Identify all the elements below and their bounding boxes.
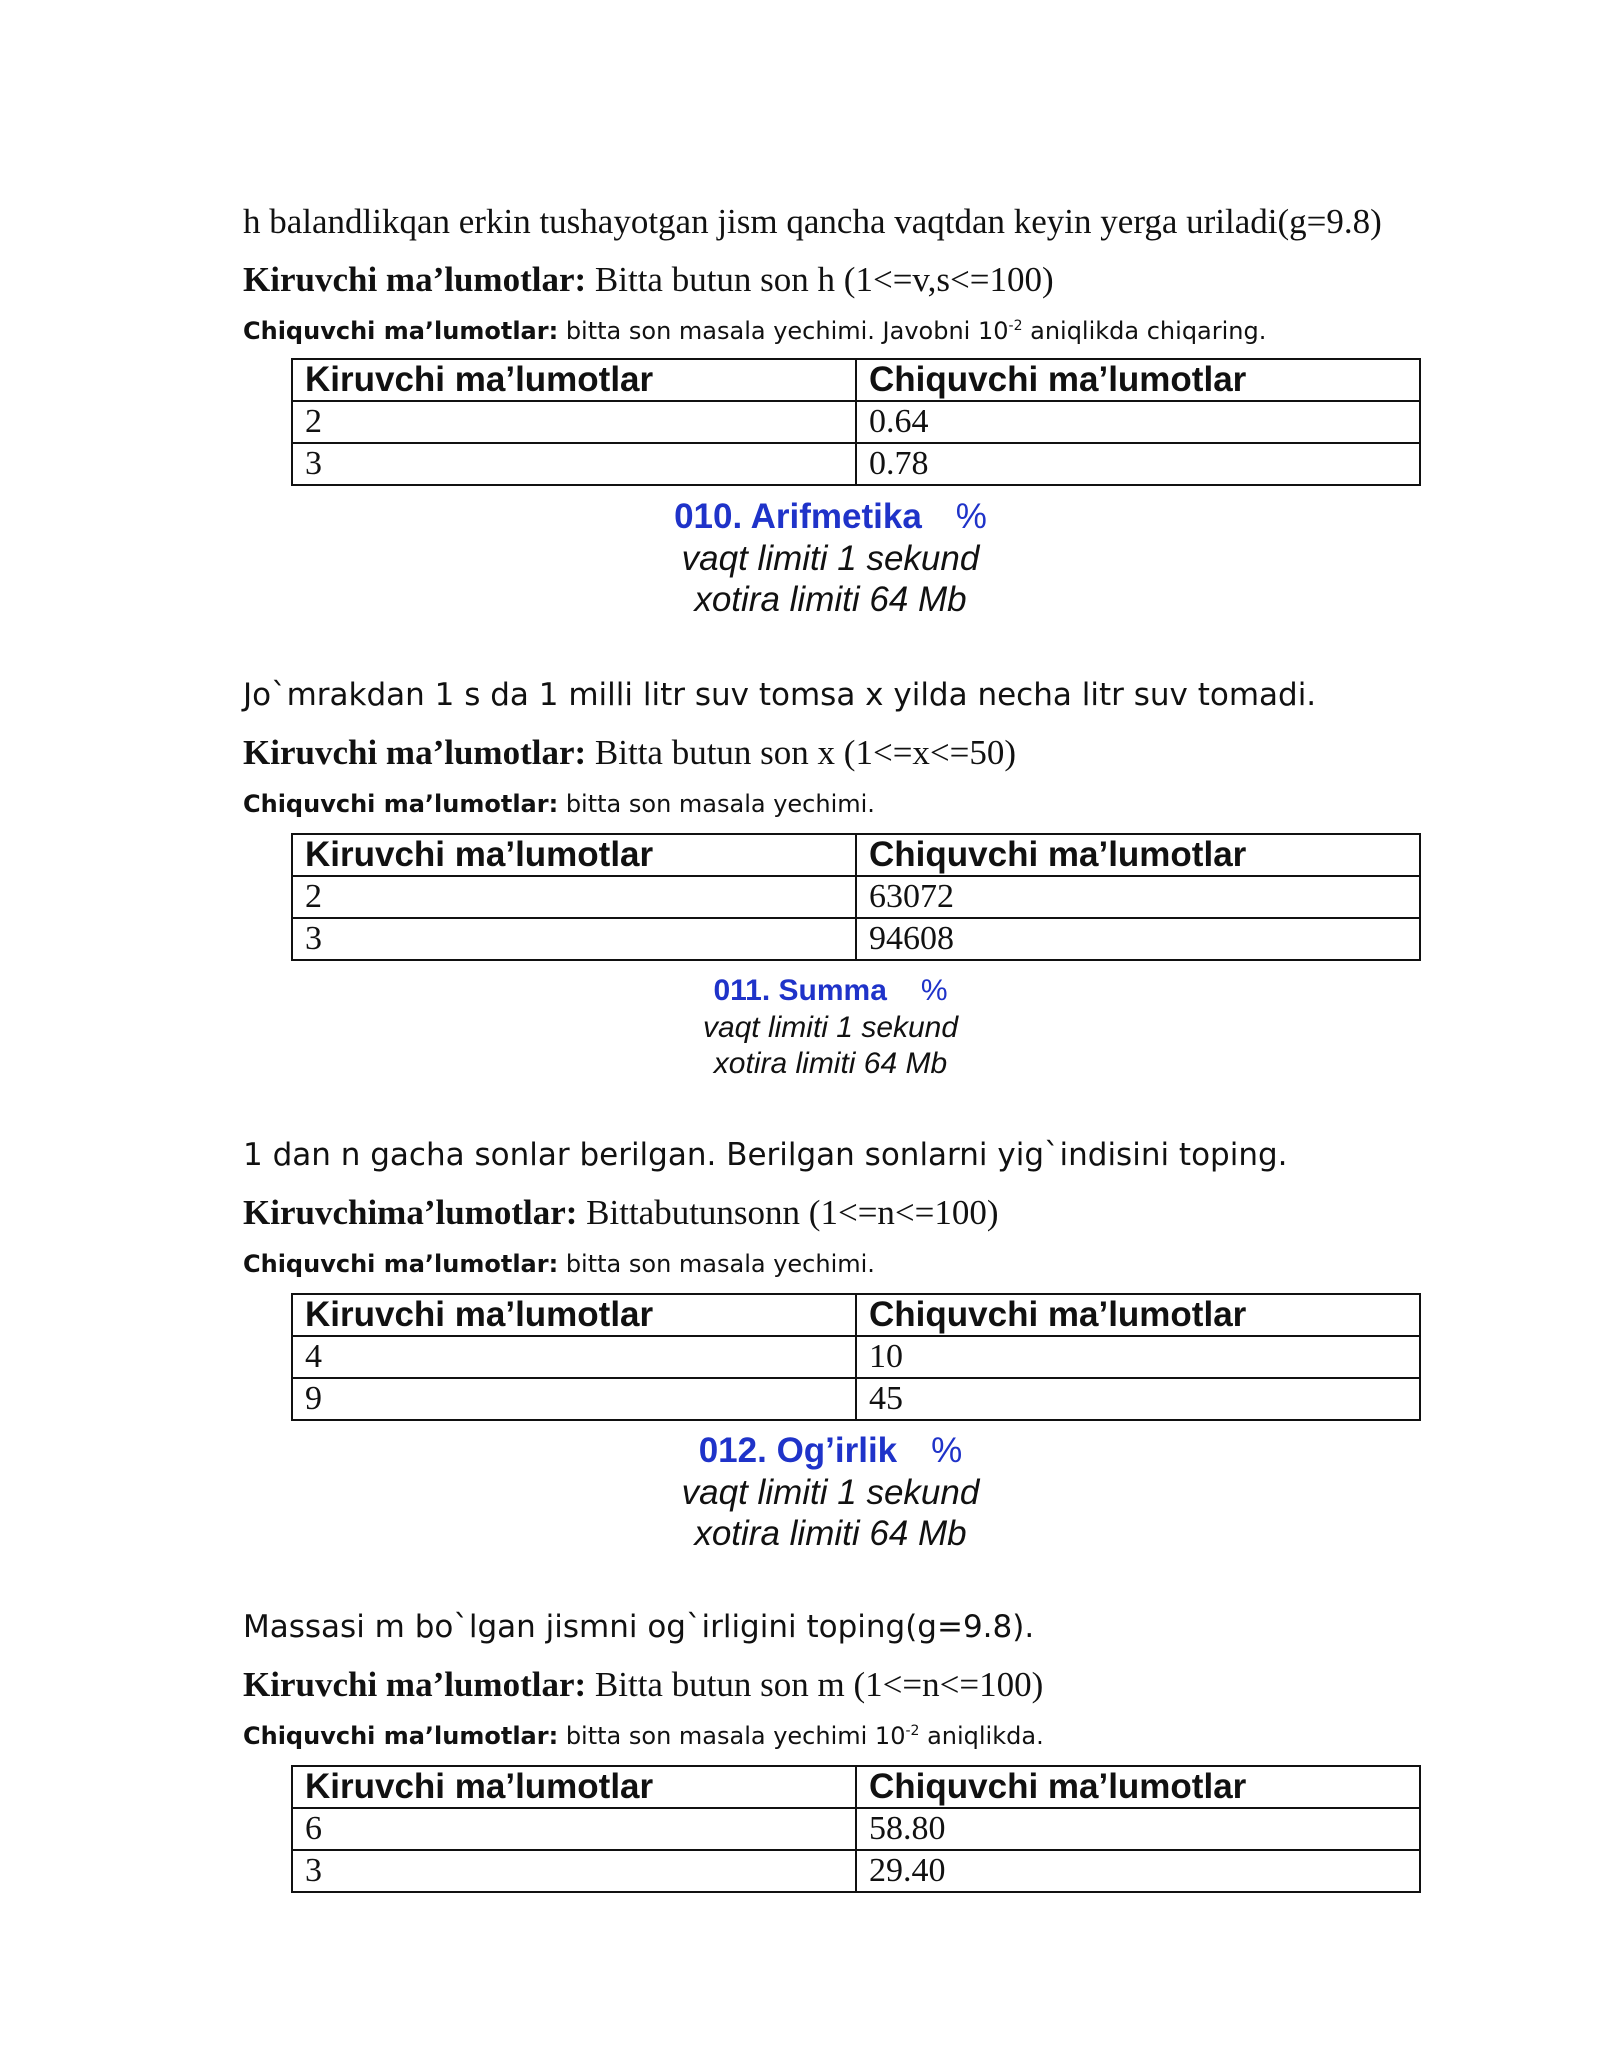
- table-header-input: Kiruvchi ma’lumotlar: [292, 1294, 856, 1336]
- time-limit: vaqt limiti 1 sekund: [702, 1011, 959, 1044]
- problem-statement: Jo`mrakdan 1 s da 1 milli litr suv tomsa x yilda necha litr suv tomadi.: [243, 677, 1317, 713]
- table-cell: 9: [292, 1378, 856, 1420]
- problem-section-2: [243, 673, 1418, 957]
- table-row: [292, 1336, 1420, 1378]
- percent-icon: %: [920, 974, 948, 1007]
- input-text: Bittabutunsonn (1<=n<=100): [577, 1193, 999, 1232]
- memory-limit: xotira limiti 64 Mb: [713, 1047, 948, 1080]
- table-header-row: [292, 834, 1420, 876]
- table-row: [292, 1808, 1420, 1850]
- output-spec: [243, 789, 1418, 819]
- output-text: bitta son masala yechimi 10: [558, 1722, 906, 1750]
- time-limit: vaqt limiti 1 sekund: [681, 1473, 980, 1512]
- output-spec: [243, 1721, 1418, 1751]
- problem-title: [243, 1430, 1418, 1472]
- table-cell: 58.80: [856, 1808, 1420, 1850]
- table-header-output: Chiquvchi ma’lumotlar: [856, 359, 1420, 401]
- table-cell: 94608: [856, 918, 1420, 960]
- problem-title: [243, 496, 1418, 538]
- table-cell: 6: [292, 1808, 856, 1850]
- problem-title: [243, 972, 1418, 1010]
- table-cell: 3: [292, 1850, 856, 1892]
- problem-header-012: [243, 1430, 1418, 1554]
- example-table: [291, 358, 1421, 486]
- input-label: Kiruvchi ma’lumotlar:: [243, 1665, 587, 1704]
- input-spec: [243, 731, 1418, 775]
- table-cell: 10: [856, 1336, 1420, 1378]
- table-row: [292, 876, 1420, 918]
- example-table: [291, 1293, 1421, 1421]
- table-cell: 63072: [856, 876, 1420, 918]
- problem-header-010: [243, 496, 1418, 620]
- table-header-input: Kiruvchi ma’lumotlar: [292, 834, 856, 876]
- output-label: Chiquvchi ma’lumotlar:: [243, 1722, 559, 1750]
- memory-limit: xotira limiti 64 Mb: [694, 580, 967, 619]
- input-text: Bitta butun son m (1<=n<=100): [586, 1665, 1044, 1704]
- table-cell: 0.64: [856, 401, 1420, 443]
- table-row: [292, 918, 1420, 960]
- output-text: bitta son masala yechimi.: [558, 1250, 875, 1278]
- table-header-output: Chiquvchi ma’lumotlar: [856, 1294, 1420, 1336]
- output-label: Chiquvchi ma’lumotlar:: [243, 790, 559, 818]
- problem-section-4: [243, 1605, 1418, 1889]
- table-cell: 45: [856, 1378, 1420, 1420]
- problem-section-3: [243, 1133, 1418, 1417]
- table-cell: 3: [292, 443, 856, 485]
- output-exponent: -2: [905, 1723, 920, 1739]
- problem-title-text: 011. Summa: [713, 974, 887, 1007]
- input-spec: [243, 258, 1418, 302]
- table-header-output: Chiquvchi ma’lumotlar: [856, 1766, 1420, 1808]
- table-cell: 2: [292, 876, 856, 918]
- table-cell: 0.78: [856, 443, 1420, 485]
- memory-limit: xotira limiti 64 Mb: [694, 1514, 967, 1553]
- table-header-row: [292, 1294, 1420, 1336]
- table-row: [292, 1850, 1420, 1892]
- table-cell: 4: [292, 1336, 856, 1378]
- time-limit: vaqt limiti 1 sekund: [681, 539, 980, 578]
- input-label: Kiruvchi ma’lumotlar:: [243, 733, 587, 772]
- input-text: Bitta butun son h (1<=v,s<=100): [586, 260, 1054, 299]
- table-cell: 29.40: [856, 1850, 1420, 1892]
- example-table: [291, 1765, 1421, 1893]
- example-table: [291, 833, 1421, 961]
- problem-title-text: 012. Og’irlik: [698, 1431, 898, 1470]
- input-text: Bitta butun son x (1<=x<=50): [586, 733, 1017, 772]
- output-label: Chiquvchi ma’lumotlar:: [243, 1250, 559, 1278]
- output-text: bitta son masala yechimi.: [558, 790, 875, 818]
- percent-icon: %: [931, 1431, 963, 1470]
- table-row: [292, 443, 1420, 485]
- table-cell: 2: [292, 401, 856, 443]
- table-header-row: [292, 359, 1420, 401]
- input-label: Kiruvchi ma’lumotlar:: [243, 260, 587, 299]
- output-spec: [243, 1249, 1418, 1279]
- table-cell: 3: [292, 918, 856, 960]
- table-header-row: [292, 1766, 1420, 1808]
- percent-icon: %: [955, 497, 987, 536]
- input-label: Kiruvchima’lumotlar:: [243, 1193, 578, 1232]
- problem-header-011: [243, 972, 1418, 1082]
- problem-statement: 1 dan n gacha sonlar berilgan. Berilgan sonlarni yig`indisini toping.: [243, 1137, 1288, 1173]
- output-text: bitta son masala yechimi. Javobni 10: [558, 317, 1009, 345]
- table-header-output: Chiquvchi ma’lumotlar: [856, 834, 1420, 876]
- table-row: [292, 401, 1420, 443]
- problem-statement: Massasi m bo`lgan jismni og`irligini toping(g=9.8).: [243, 1609, 1035, 1645]
- output-label: Chiquvchi ma’lumotlar:: [243, 317, 559, 345]
- problem-statement: h balandlikqan erkin tushayotgan jism qancha vaqtdan keyin yerga uriladi(g=9.8): [243, 202, 1382, 241]
- output-text-after: aniqlikda chiqaring.: [1022, 317, 1267, 345]
- table-row: [292, 1378, 1420, 1420]
- output-spec: [243, 316, 1418, 346]
- table-header-input: Kiruvchi ma’lumotlar: [292, 1766, 856, 1808]
- problem-section-1: [243, 200, 1418, 482]
- input-spec: [243, 1191, 1418, 1235]
- output-text-after: aniqlikda.: [919, 1722, 1044, 1750]
- table-header-input: Kiruvchi ma’lumotlar: [292, 359, 856, 401]
- input-spec: [243, 1663, 1418, 1707]
- output-exponent: -2: [1008, 318, 1023, 334]
- problem-title-text: 010. Arifmetika: [674, 497, 922, 536]
